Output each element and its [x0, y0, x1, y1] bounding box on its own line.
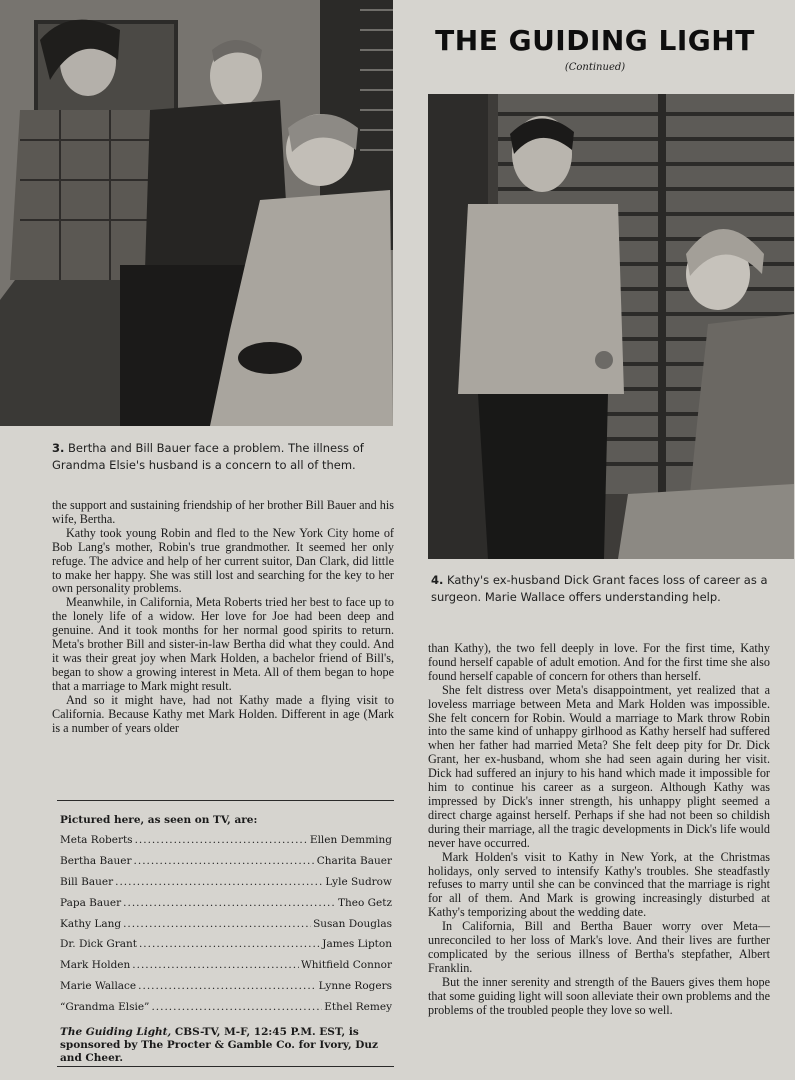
cast-actor: Lynne Rogers	[318, 980, 392, 993]
cast-row	[60, 918, 392, 939]
article-left-column	[52, 499, 394, 735]
leader-dots	[139, 938, 320, 950]
cast-role: Kathy Lang	[60, 917, 122, 930]
article-paragraph: And so it might have, had not Kathy made a flying visit to California. Because Kathy met Mark Holden. Different in age (Mark is a number of years older	[52, 692, 394, 735]
cast-row	[60, 834, 392, 855]
cast-list	[60, 834, 392, 1022]
caption-3-number: 3.	[52, 441, 65, 455]
cast-box-top-rule	[57, 800, 394, 801]
cast-row	[60, 938, 392, 959]
cast-role: Dr. Dick Grant	[60, 938, 137, 951]
leader-dots	[151, 1001, 322, 1013]
article-paragraph: She felt distress over Meta's disappointment, yet realized that a loveless marriage between Meta and Mark Holden was impossible. She felt concern for Robin. Would a marriage to Mark throw Robin into the same kind of unhappy girlhood as Kathy herself had suffered when her father had married Meta? She felt deep pity for Dr. Dick Grant, her ex-husband, whom she had seen again during her visit. Dick had suffered an injury to his hand which made it impossible for him to continue his career as a surgeon. Although Kathy was impressed by Dick's inner strength, his unhappy plight seemed a direct charge against herself. Perhaps if she had not been so childish during their marriage, all the tragic developments in Dick's life would never have occurred.	[428, 682, 770, 850]
cast-actor: Charita Bauer	[316, 854, 392, 867]
cast-role: Bill Bauer	[60, 875, 114, 888]
cast-row	[60, 980, 392, 1001]
article-paragraph: than Kathy), the two fell deeply in love. For the first time, Kathy found herself capable of adult emotion. And for the first time she also found herself capable of concern for others than herself.	[428, 641, 770, 683]
cast-actor: Ethel Remey	[324, 1001, 392, 1014]
cast-actor: Lyle Sudrow	[325, 875, 392, 888]
caption-4-number: 4.	[431, 573, 444, 587]
cast-actor: Ellen Demming	[309, 834, 392, 846]
cast-role: Mark Holden	[60, 959, 131, 972]
leader-dots	[132, 959, 299, 971]
cast-role: Meta Roberts	[60, 834, 133, 846]
leader-dots	[115, 876, 323, 888]
cast-row	[60, 1001, 392, 1022]
photo-bertha-bill-elsie	[0, 0, 393, 426]
photo-3-caption	[52, 440, 397, 474]
article-paragraph: the support and sustaining friendship of her brother Bill Bauer and his wife, Bertha.	[52, 498, 394, 526]
leader-dots	[123, 918, 311, 930]
cast-row	[60, 959, 392, 980]
leader-dots	[138, 980, 316, 992]
article-right-column	[428, 642, 770, 1017]
article-paragraph: Kathy took young Robin and fled to the New York City home of Bob Lang's mother, Robin's true grandmother. It seemed her only refuge. The advice and help of her current suitor, Dan Clark, did little to make her happy. She was still lost and searching for the key to her own personality problems.	[52, 525, 394, 596]
cast-box-bottom-rule	[57, 1066, 394, 1067]
sponsor-note	[60, 1026, 394, 1065]
photo-dick-marie	[428, 94, 794, 559]
cast-actor: Theo Getz	[338, 896, 392, 909]
caption-3-text: Bertha and Bill Bauer face a problem. The illness of Grandma Elsie's husband is a concern to all of them.	[52, 441, 364, 472]
cast-actor: James Lipton	[322, 938, 392, 951]
article-paragraph: Mark Holden's visit to Kathy in New York, at the Christmas holidays, only served to intensify Kathy's troubles. She steadfastly refuses to marry until she can be convinced that the marriage is right for all of them. And Mark is growing increasingly disturbed at Kathy's temporizing about the wedding date.	[428, 849, 770, 920]
article-title: THE GUIDING LIGHT	[435, 24, 755, 57]
cast-row	[60, 855, 392, 876]
cast-row	[60, 897, 392, 918]
cast-role: “Grandma Elsie”	[60, 1001, 150, 1014]
leader-dots	[134, 855, 315, 867]
cast-actor: Whitfield Connor	[301, 959, 392, 972]
leader-dots	[135, 834, 308, 846]
article-paragraph: In California, Bill and Bertha Bauer worry over Meta—unreconciled to her loss of Mark's love. And their lives are further complicated by the serious illness of Bertha's stepfather, Albert Franklin.	[428, 919, 770, 975]
cast-role: Bertha Bauer	[60, 854, 132, 867]
cast-role: Papa Bauer	[60, 896, 122, 909]
cast-row	[60, 876, 392, 897]
leader-dots	[123, 897, 336, 909]
photo-4-illustration	[428, 94, 794, 559]
photo-3-illustration	[0, 0, 393, 426]
article-paragraph: Meanwhile, in California, Meta Roberts tried her best to face up to the lonely life of a widow. Her love for Joe had been deep and genuine. And it took months for her normal good spirits to return. Meta's brother Bill and sister-in-law Bertha did what they could. And it was their great joy when Mark Holden, a bachelor friend of Bill's, began to show a growing interest in Meta. All of them began to hope that a marriage to Mark might result.	[52, 595, 394, 693]
cast-heading: Pictured here, as seen on TV, are:	[60, 814, 258, 826]
caption-4-text: Kathy's ex-husband Dick Grant faces loss of career as a surgeon. Marie Wallace offers understanding help.	[431, 573, 768, 604]
photo-4-caption	[431, 572, 791, 606]
article-paragraph: But the inner serenity and strength of the Bauers gives them hope that some guiding light will soon alleviate their own problems and the problems of the troubled people they love so well.	[428, 974, 770, 1017]
cast-role: Marie Wallace	[60, 980, 137, 993]
cast-actor: Susan Douglas	[313, 917, 392, 930]
continued-note: (Continued)	[564, 62, 626, 73]
sponsor-text: CBS-TV, M-F, 12:45 P.M. EST, is sponsored by The Procter & Gamble Co. for Ivory, Duz and Cheer.	[60, 1026, 378, 1064]
sponsor-show-name: The Guiding Light,	[60, 1026, 172, 1038]
